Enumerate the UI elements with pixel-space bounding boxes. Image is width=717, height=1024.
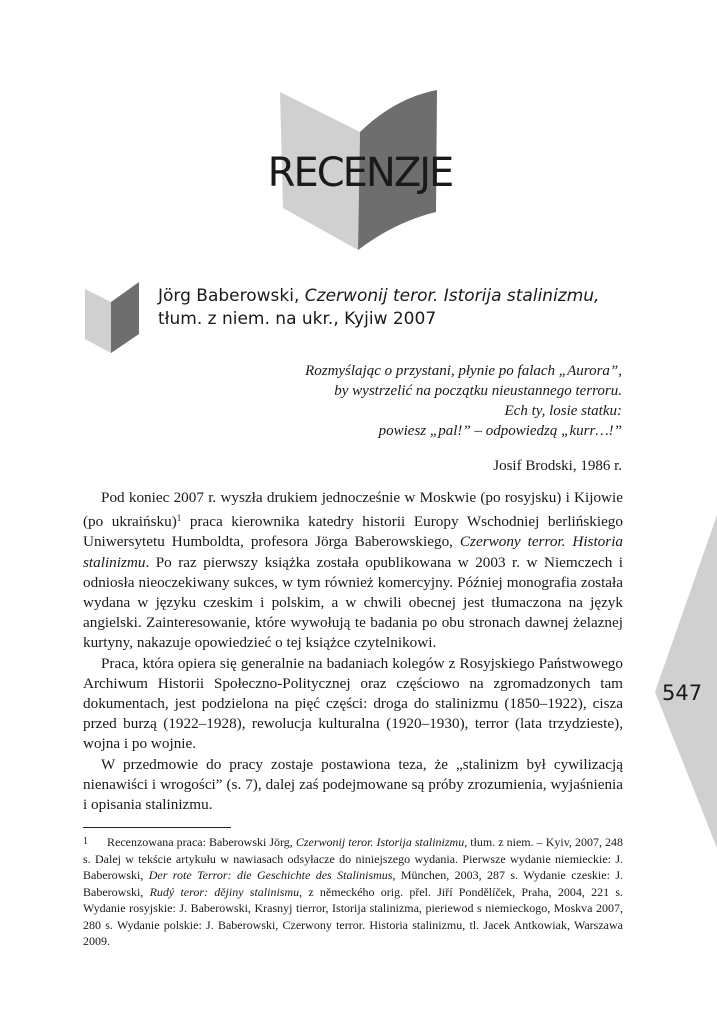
- epigraph-line: Ech ty, losie statku:: [504, 403, 622, 419]
- epigraph-line: by wystrzelić na początku nieustannego terroru.: [334, 383, 622, 399]
- epigraph-author: Josif Brodski, 1986 r.: [493, 458, 622, 474]
- paragraph: Praca, która opiera się generalnie na badaniach kolegów z Rosyjskiego Państwowego Archiwum Historii Społeczno-Politycznej oraz częściowo na zgromadzonych tam dokumentach, jest podzielona na pięć części: droga do stalinizmu (1850–1922), cisza przed burzą (1922–1928), rewolucja kulturalna (1920–1930), terror (lata trzydzieste), wojna i po wojnie.: [83, 654, 623, 753]
- paragraph: W przedmowie do pracy zostaje postawiona teza, że „stalinizm był cywilizacją nienawiści i wrogości” (s. 7), dalej zaś podejmowane są próby zrozumienia, wyjaśnienia i opisania stalinizmu.: [83, 755, 623, 814]
- page-number: 547: [662, 681, 703, 705]
- book-title-italic: Czerwony terror. Historia stalinizmu: [83, 533, 624, 571]
- paragraph: Pod koniec 2007 r. wyszła drukiem jednocześnie w Moskwie (po rosyjsku) i Kijowie (po ukraińsku)$^1$ praca kierownika katedry historii Europy Wschodniej berlińskiego Uniwersytetu Humboldta, profesora Jörga Baberowskiego, Czerwony terror. Historia stalinizmu. Po raz pierwszy książka została opublikowana w 2003 r. w Niemczech i odniosła nieoczekiwany sukces, w tym również komercyjny. Później monografia została wydana w języku czeskim i polskim, a w chwili obecnej jest tłumaczona na język angielski. Zainteresowanie, które wywołują te badania po obu stronach dawnej żelaznej kurtyny, nakazuje opowiedzieć o tej książce czytelnikowi.: [83, 489, 624, 652]
- section-title: RECENZJE: [267, 150, 453, 196]
- footnote-number: 1: [83, 836, 88, 847]
- review-author: Jörg Baberowski,: [158, 286, 305, 306]
- review-book-title: Czerwonij teror. Istorija stalinizmu,: [304, 286, 600, 306]
- footnote-ref: 1: [176, 513, 182, 524]
- footnote: 1 Recenzowana praca: Baberowski Jörg, Czerwonij teror. Istorija stalinizmu, tłum. z niem. – Kyiv, 2007, 248 s. Dalej w tekście artykułu w nawiasach odsyłacze do niniejszego wydania. Pierwsze wydanie niemieckie: J. Baberowski, Der rote Terror: die Geschichte des Stalinismus, München, 2003, 287 s. Wydanie czeskie: J. Baberowski, Rudý teror: dějiny stalinismu, z německého orig. přel. Jiří Pondělíček, Praha, 2004, 221 s. Wydanie rosyjskie: J. Baberowski, Krasnyj tierror, Istorija stalinizma, pieriewod s niemieckogo, Moskva 2007, 280 s. Wydanie polskie: J. Baberowski, Czerwony terror. Historia stalinizmu, tl. Jacek Antkowiak, Warszawa 2009.: [83, 835, 624, 948]
- epigraph-line: powiesz „pal!” – odpowiedzą „kurr…!”: [378, 423, 622, 439]
- epigraph-line: Rozmyślając o przystani, płynie po falach „Aurora”,: [305, 363, 622, 379]
- review-publication-info: tłum. z niem. na ukr., Kyjiw 2007: [158, 309, 437, 329]
